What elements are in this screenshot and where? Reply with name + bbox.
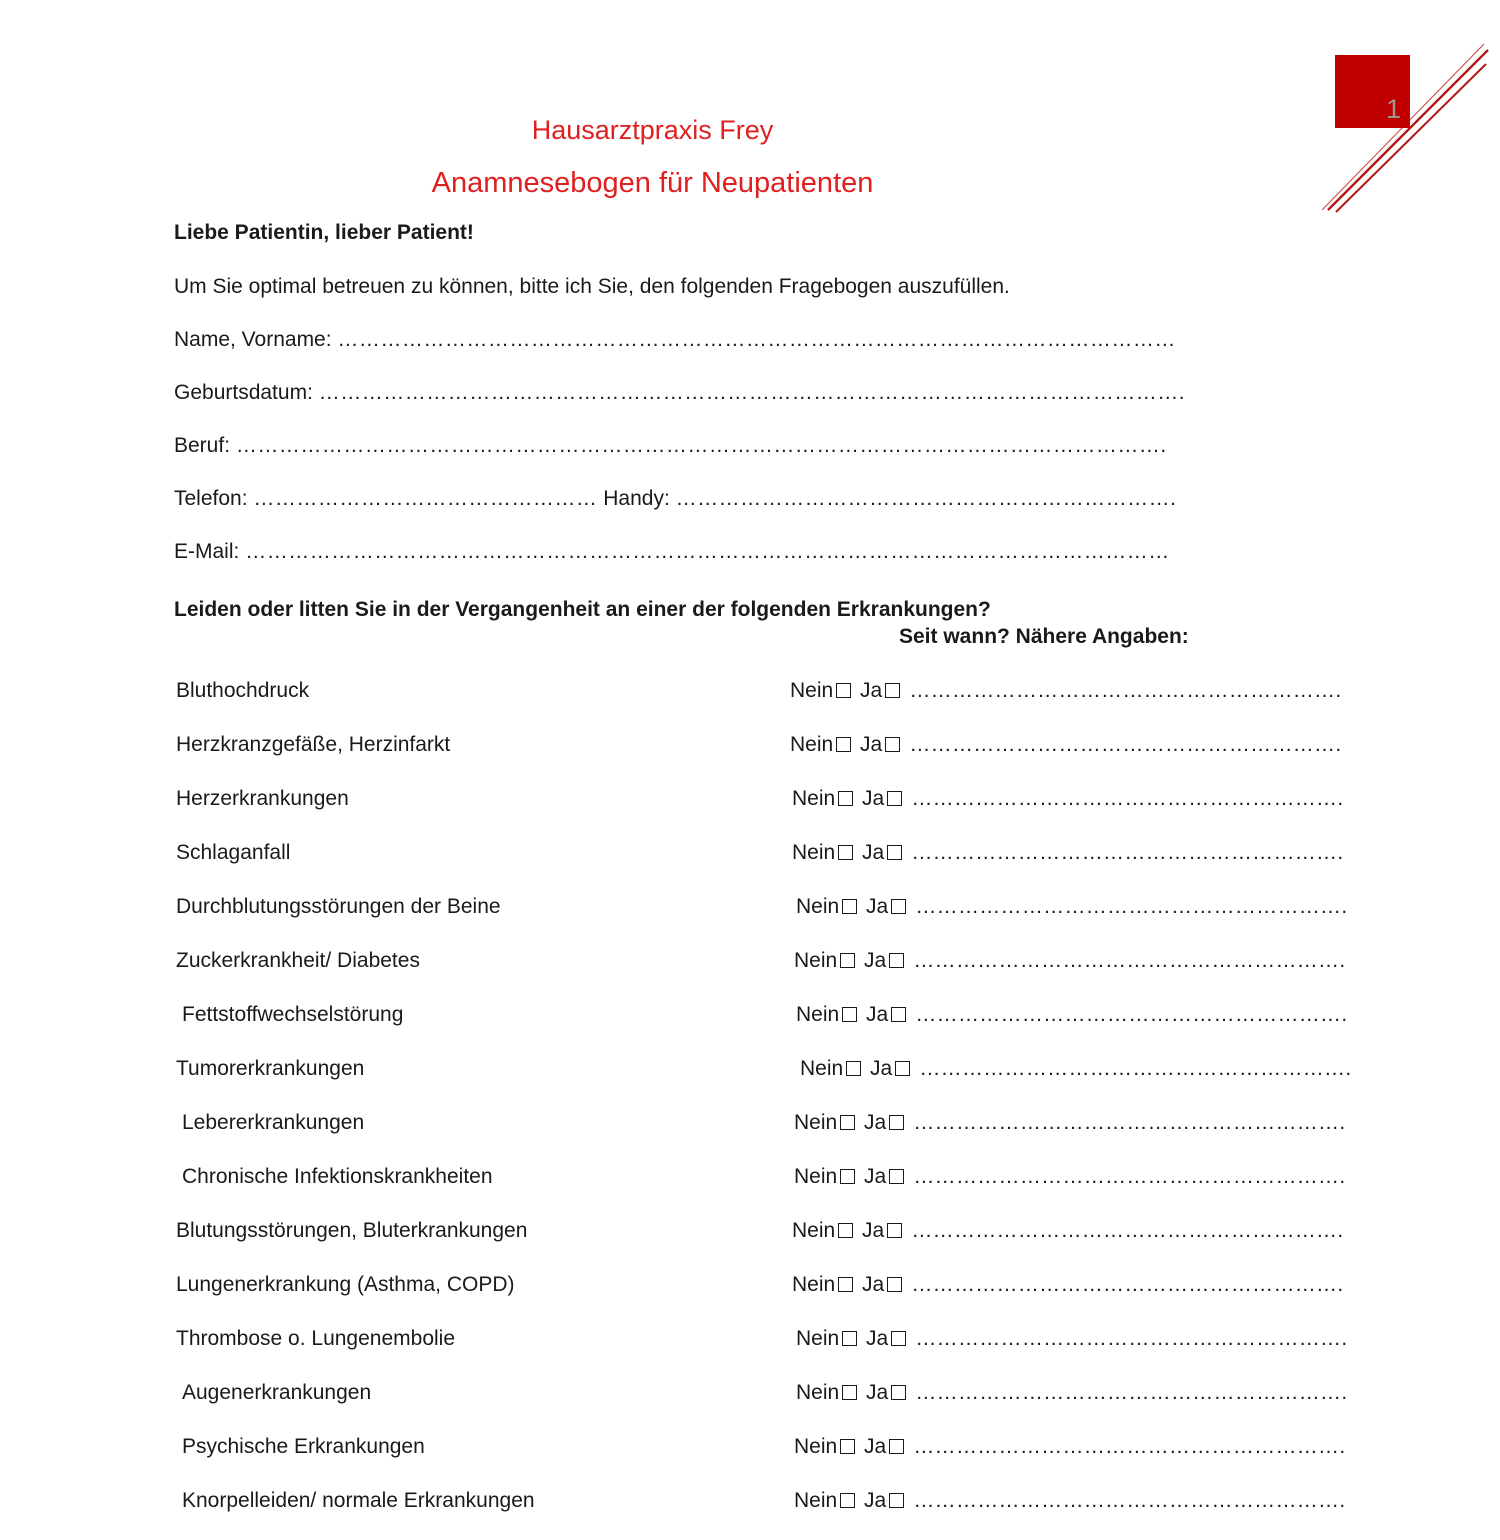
column-header-details: Seit wann? Nähere Angaben: bbox=[899, 625, 1189, 648]
field-phone-line: ………………………………………… bbox=[253, 487, 598, 510]
answer-yes-label: Ja bbox=[860, 1003, 889, 1026]
condition-row bbox=[0, 1054, 1500, 1108]
condition-details-line[interactable]: ……………………………………………………. bbox=[907, 1165, 1346, 1188]
answer-yes-label: Ja bbox=[856, 1273, 885, 1296]
field-birthdate-line: …………………………………………………………………………………………………………. bbox=[318, 381, 1186, 404]
answer-yes-label: Ja bbox=[860, 1327, 889, 1350]
condition-row bbox=[0, 1324, 1500, 1378]
condition-answers bbox=[790, 730, 1342, 760]
condition-label: Schlaganfall bbox=[176, 841, 291, 864]
conditions-list bbox=[0, 676, 1500, 1540]
condition-answers bbox=[794, 1162, 1346, 1192]
condition-details-line[interactable]: ……………………………………………………. bbox=[907, 1111, 1346, 1134]
condition-row bbox=[0, 784, 1500, 838]
checkbox-yes[interactable] bbox=[891, 1007, 906, 1022]
field-mobile-line: ……………………………………………………………. bbox=[675, 487, 1177, 510]
field-name[interactable] bbox=[174, 326, 1294, 354]
checkbox-no[interactable] bbox=[836, 737, 851, 752]
checkbox-yes[interactable] bbox=[889, 1169, 904, 1184]
section-question: Leiden oder litten Sie in der Vergangenheit an einer der folgenden Erkrankungen? bbox=[174, 598, 991, 621]
condition-answers bbox=[794, 1486, 1346, 1516]
checkbox-no[interactable] bbox=[840, 1169, 855, 1184]
answer-no-label: Nein bbox=[790, 679, 834, 702]
answer-no-label: Nein bbox=[796, 895, 840, 918]
condition-row bbox=[0, 838, 1500, 892]
field-occupation[interactable] bbox=[174, 432, 1294, 460]
condition-details-line[interactable]: ……………………………………………………. bbox=[909, 895, 1348, 918]
condition-label: Psychische Erkrankungen bbox=[182, 1435, 425, 1458]
condition-answers bbox=[796, 1000, 1348, 1030]
answer-no-label: Nein bbox=[794, 949, 838, 972]
condition-details-line[interactable]: ……………………………………………………. bbox=[905, 1273, 1344, 1296]
field-email-line: ………………………………………………………………………………………………………………… bbox=[245, 540, 1170, 563]
checkbox-no[interactable] bbox=[838, 845, 853, 860]
intro-text: Um Sie optimal betreuen zu können, bitte ich Sie, den folgenden Fragebogen auszufüllen. bbox=[174, 275, 1010, 298]
checkbox-yes[interactable] bbox=[885, 683, 900, 698]
condition-details-line[interactable]: ……………………………………………………. bbox=[909, 1327, 1348, 1350]
condition-label: Lungenerkrankung (Asthma, COPD) bbox=[176, 1273, 515, 1296]
condition-label: Herzkranzgefäße, Herzinfarkt bbox=[176, 733, 451, 756]
checkbox-yes[interactable] bbox=[887, 1277, 902, 1292]
condition-answers bbox=[792, 838, 1344, 868]
condition-label: Thrombose o. Lungenembolie bbox=[176, 1327, 456, 1350]
condition-row bbox=[0, 1000, 1500, 1054]
page-title: Anamnesebogen für Neupatienten bbox=[431, 167, 874, 199]
answer-yes-label: Ja bbox=[858, 1165, 887, 1188]
checkbox-yes[interactable] bbox=[891, 899, 906, 914]
field-name-label: Name, Vorname: bbox=[174, 328, 332, 351]
field-occupation-line: …………………………………………………………………………………………………………………. bbox=[235, 434, 1167, 457]
answer-yes-label: Ja bbox=[856, 841, 885, 864]
condition-row bbox=[0, 1486, 1500, 1540]
checkbox-yes[interactable] bbox=[887, 1223, 902, 1238]
condition-details-line[interactable]: ……………………………………………………. bbox=[903, 733, 1342, 756]
checkbox-no[interactable] bbox=[846, 1061, 861, 1076]
checkbox-yes[interactable] bbox=[895, 1061, 910, 1076]
checkbox-yes[interactable] bbox=[889, 1439, 904, 1454]
field-phone-mobile[interactable] bbox=[174, 485, 1294, 513]
condition-answers bbox=[794, 1108, 1346, 1138]
checkbox-yes[interactable] bbox=[885, 737, 900, 752]
answer-no-label: Nein bbox=[796, 1003, 840, 1026]
checkbox-no[interactable] bbox=[842, 1331, 857, 1346]
condition-label: Tumorerkrankungen bbox=[176, 1057, 365, 1080]
answer-yes-label: Ja bbox=[858, 1111, 887, 1134]
condition-details-line[interactable]: ……………………………………………………. bbox=[903, 679, 1342, 702]
condition-answers bbox=[796, 1324, 1348, 1354]
condition-label: Lebererkrankungen bbox=[182, 1111, 365, 1134]
document-header bbox=[0, 110, 1305, 204]
answer-no-label: Nein bbox=[792, 1273, 836, 1296]
answer-yes-label: Ja bbox=[856, 1219, 885, 1242]
condition-answers bbox=[796, 892, 1348, 922]
checkbox-no[interactable] bbox=[836, 683, 851, 698]
condition-row bbox=[0, 730, 1500, 784]
answer-no-label: Nein bbox=[792, 1219, 836, 1242]
condition-row bbox=[0, 1216, 1500, 1270]
condition-answers bbox=[794, 1432, 1346, 1462]
condition-answers bbox=[794, 946, 1346, 976]
condition-label: Augenerkrankungen bbox=[182, 1381, 372, 1404]
answer-no-label: Nein bbox=[794, 1489, 838, 1512]
checkbox-no[interactable] bbox=[838, 1277, 853, 1292]
condition-details-line[interactable]: ……………………………………………………. bbox=[907, 1435, 1346, 1458]
condition-label: Bluthochdruck bbox=[176, 679, 310, 702]
field-occupation-label: Beruf: bbox=[174, 434, 231, 457]
checkbox-yes[interactable] bbox=[887, 791, 902, 806]
answer-yes-label: Ja bbox=[858, 1435, 887, 1458]
practice-name: Hausarztpraxis Frey bbox=[531, 115, 774, 145]
condition-row bbox=[0, 1378, 1500, 1432]
condition-answers bbox=[790, 676, 1342, 706]
answer-no-label: Nein bbox=[794, 1111, 838, 1134]
condition-details-line[interactable]: ……………………………………………………. bbox=[907, 1489, 1346, 1512]
field-birthdate-label: Geburtsdatum: bbox=[174, 381, 313, 404]
answer-yes-label: Ja bbox=[864, 1057, 893, 1080]
condition-label: Fettstoffwechselstörung bbox=[182, 1003, 404, 1026]
condition-answers bbox=[800, 1054, 1352, 1084]
answer-yes-label: Ja bbox=[858, 949, 887, 972]
condition-row bbox=[0, 1108, 1500, 1162]
condition-details-line[interactable]: ……………………………………………………. bbox=[909, 1003, 1348, 1026]
checkbox-yes[interactable] bbox=[891, 1331, 906, 1346]
checkbox-yes[interactable] bbox=[891, 1385, 906, 1400]
condition-label: Chronische Infektionskrankheiten bbox=[182, 1165, 493, 1188]
checkbox-yes[interactable] bbox=[889, 1493, 904, 1508]
logo-number: 1 bbox=[1386, 94, 1402, 124]
condition-label: Blutungsstörungen, Bluterkrankungen bbox=[176, 1219, 528, 1242]
field-mobile-label: Handy: bbox=[603, 487, 670, 510]
field-phone-label: Telefon: bbox=[174, 487, 248, 510]
condition-row bbox=[0, 892, 1500, 946]
field-email[interactable] bbox=[174, 538, 1294, 566]
answer-no-label: Nein bbox=[792, 787, 836, 810]
condition-answers bbox=[792, 1216, 1344, 1246]
condition-answers bbox=[796, 1378, 1348, 1408]
answer-yes-label: Ja bbox=[854, 679, 883, 702]
checkbox-no[interactable] bbox=[842, 1007, 857, 1022]
answer-yes-label: Ja bbox=[860, 1381, 889, 1404]
condition-details-line[interactable]: ……………………………………………………. bbox=[909, 1381, 1348, 1404]
field-name-line: ……………………………………………………………………………………………………… bbox=[337, 328, 1176, 351]
checkbox-no[interactable] bbox=[840, 1439, 855, 1454]
condition-details-line[interactable]: ……………………………………………………. bbox=[913, 1057, 1352, 1080]
condition-details-line[interactable]: ……………………………………………………. bbox=[905, 787, 1344, 810]
condition-row bbox=[0, 1432, 1500, 1486]
practice-logo bbox=[1318, 40, 1493, 215]
checkbox-no[interactable] bbox=[842, 1385, 857, 1400]
checkbox-no[interactable] bbox=[840, 1493, 855, 1508]
checkbox-no[interactable] bbox=[840, 1115, 855, 1130]
condition-answers bbox=[792, 1270, 1344, 1300]
condition-label: Knorpelleiden/ normale Erkrankungen bbox=[182, 1489, 535, 1512]
checkbox-yes[interactable] bbox=[887, 845, 902, 860]
answer-no-label: Nein bbox=[796, 1381, 840, 1404]
answer-yes-label: Ja bbox=[860, 895, 889, 918]
answer-no-label: Nein bbox=[794, 1435, 838, 1458]
condition-details-line[interactable]: ……………………………………………………. bbox=[905, 841, 1344, 864]
condition-row bbox=[0, 676, 1500, 730]
checkbox-yes[interactable] bbox=[889, 1115, 904, 1130]
salutation: Liebe Patientin, lieber Patient! bbox=[174, 221, 474, 244]
checkbox-no[interactable] bbox=[842, 899, 857, 914]
condition-details-line[interactable]: ……………………………………………………. bbox=[907, 949, 1346, 972]
answer-yes-label: Ja bbox=[858, 1489, 887, 1512]
condition-label: Zuckerkrankheit/ Diabetes bbox=[176, 949, 420, 972]
condition-answers bbox=[792, 784, 1344, 814]
answer-yes-label: Ja bbox=[854, 733, 883, 756]
condition-label: Durchblutungsstörungen der Beine bbox=[176, 895, 501, 918]
condition-label: Herzerkrankungen bbox=[176, 787, 349, 810]
condition-row bbox=[0, 946, 1500, 1000]
answer-no-label: Nein bbox=[796, 1327, 840, 1350]
condition-row bbox=[0, 1270, 1500, 1324]
intro-and-fields bbox=[174, 219, 1294, 624]
field-birthdate[interactable] bbox=[174, 379, 1294, 407]
checkbox-no[interactable] bbox=[838, 1223, 853, 1238]
field-email-label: E-Mail: bbox=[174, 540, 240, 563]
answer-no-label: Nein bbox=[794, 1165, 838, 1188]
checkbox-yes[interactable] bbox=[889, 953, 904, 968]
checkbox-no[interactable] bbox=[840, 953, 855, 968]
answer-no-label: Nein bbox=[790, 733, 834, 756]
condition-row bbox=[0, 1162, 1500, 1216]
answer-no-label: Nein bbox=[800, 1057, 844, 1080]
condition-details-line[interactable]: ……………………………………………………. bbox=[905, 1219, 1344, 1242]
answer-yes-label: Ja bbox=[856, 787, 885, 810]
answer-no-label: Nein bbox=[792, 841, 836, 864]
checkbox-no[interactable] bbox=[838, 791, 853, 806]
